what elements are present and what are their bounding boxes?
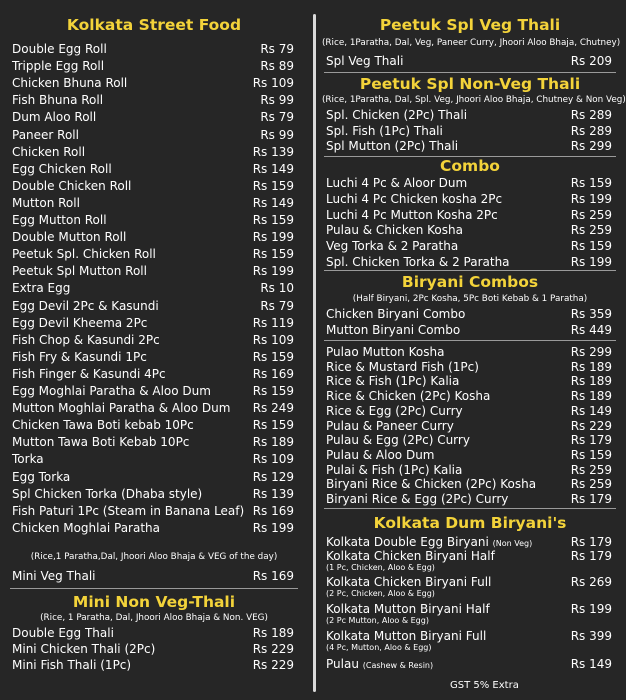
menu-item-name-text: Luchi 4 Pc Chicken kosha 2Pc <box>326 191 503 206</box>
menu-item <box>8 520 300 536</box>
section-title-nonveg-thali: Peetuk Spl Non-Veg Thali <box>359 75 581 93</box>
menu-item <box>8 503 300 519</box>
menu-item-name <box>326 123 443 139</box>
menu-item-price: Rs 249 <box>252 401 294 416</box>
menu-item-price: Rs 179 <box>570 549 612 563</box>
menu-item-name-text: Torka <box>12 452 44 467</box>
menu-item-price: Rs 10 <box>260 281 294 296</box>
menu-item <box>322 548 618 564</box>
menu-item-name <box>12 568 96 584</box>
menu-item <box>8 434 300 450</box>
menu-item-name <box>326 388 490 404</box>
menu-item-name <box>12 315 147 331</box>
menu-item-name-text: Spl. Fish (1Pc) Thali <box>326 123 443 138</box>
menu-item-name <box>12 434 189 450</box>
menu-item <box>322 322 618 338</box>
menu-item-name-text: Egg Moghlai Paratha & Aloo Dum <box>12 384 211 398</box>
menu-item-price: Rs 189 <box>570 374 612 389</box>
menu-item <box>322 191 618 207</box>
menu-item-name <box>12 657 131 673</box>
menu-item-name-text: Mini Veg Thali <box>12 569 96 583</box>
menu-item <box>8 41 300 57</box>
menu-item <box>8 383 300 399</box>
menu-item <box>8 568 300 584</box>
menu-item-name <box>12 263 147 279</box>
menu-item-name <box>326 306 465 322</box>
menu-item-price: Rs 169 <box>252 503 294 518</box>
menu-item <box>322 628 618 644</box>
menu-item-price: Rs 229 <box>252 642 294 656</box>
menu-item <box>322 107 618 123</box>
menu-item-name <box>12 486 202 502</box>
menu-item-name <box>326 175 467 191</box>
menu-item-name-text: Rice & Fish (1Pc) Kalia <box>326 374 460 389</box>
menu-item-name-text: Spl. Chicken (2Pc) Thali <box>326 108 468 122</box>
menu-item-price: Rs 259 <box>570 477 612 492</box>
menu-item-price: Rs 109 <box>252 332 294 347</box>
menu-item-name-text: Kolkata Mutton Biryani Half <box>326 602 490 616</box>
mini-nonveg-note: (Rice, 1 Paratha, Dal, Jhoori Aloo Bhaja & Non. VEG) <box>40 613 268 623</box>
menu-item-detail: (4 Pc, Mutton, Aloo & Egg) <box>326 643 432 652</box>
menu-item-name-text: Egg Chicken Roll <box>12 161 112 176</box>
menu-item-name <box>326 238 458 254</box>
menu-item-price: Rs 159 <box>570 447 612 462</box>
menu-item-name-text: Luchi 4 Pc Mutton Kosha 2Pc <box>326 207 498 222</box>
menu-item-name <box>12 298 159 314</box>
menu-item-name <box>326 491 508 507</box>
menu-item-name <box>12 417 194 433</box>
menu-item <box>8 657 300 673</box>
menu-item-name <box>12 246 156 262</box>
menu-item <box>8 263 300 279</box>
menu-item-name <box>326 359 479 375</box>
menu-item-name-text: Spl Mutton (2Pc) Thali <box>326 139 459 153</box>
menu-item-price: Rs 149 <box>570 403 612 418</box>
menu-item <box>322 53 618 69</box>
menu-item-name-text: Kolkata Chicken Biryani Half <box>326 549 495 563</box>
menu-item-name-text: Extra Egg <box>12 281 71 296</box>
menu-item-price: Rs 149 <box>570 657 612 671</box>
menu-item <box>8 178 300 194</box>
menu-item-price: Rs 159 <box>252 178 294 193</box>
menu-item-name-text: Mutton Roll <box>12 195 80 210</box>
menu-item-name-text: Rice & Mustard Fish (1Pc) <box>326 359 479 374</box>
menu-item <box>8 229 300 245</box>
menu-item <box>8 625 300 641</box>
menu-item-price: Rs 149 <box>252 195 294 210</box>
menu-item <box>322 447 618 463</box>
nonveg-thali-note: (Rice, 1Paratha, Dal, Spl. Veg, Jhoori Aloo Bhaja, Chutney & Non Veg) <box>322 95 626 105</box>
menu-item-price: Rs 79 <box>260 110 294 125</box>
menu-item <box>8 58 300 74</box>
menu-item-name <box>12 280 70 296</box>
menu-item <box>8 298 300 314</box>
menu-item-name-text: Double Mutton Roll <box>12 230 127 245</box>
menu-item-price: Rs 109 <box>252 76 294 91</box>
menu-item-name-text: Egg Mutton Roll <box>12 213 107 227</box>
menu-item-price: Rs 269 <box>570 575 612 589</box>
section-divider <box>324 270 616 271</box>
menu-item-name-text: Pulau & Paneer Curry <box>326 418 454 433</box>
menu-item-name <box>12 75 127 91</box>
menu-item-tag: (Non Veg) <box>492 539 533 548</box>
menu-item-price: Rs 199 <box>570 191 612 206</box>
section-title-dum-biryani: Kolkata Dum Biryani's <box>373 514 567 532</box>
menu-item-name-text: Mini Fish Thali (1Pc) <box>12 658 132 672</box>
menu-item-name-text: Peetuk Spl. Chicken Roll <box>12 247 156 262</box>
section-divider <box>324 72 616 73</box>
menu-item-name-text: Egg Torka <box>12 469 71 484</box>
menu-item <box>322 462 618 478</box>
menu-item-name <box>12 625 114 641</box>
menu-item <box>322 138 618 154</box>
menu-item-price: Rs 229 <box>570 418 612 433</box>
menu-item <box>322 344 618 360</box>
column-divider <box>313 14 316 692</box>
menu-item <box>8 212 300 228</box>
menu-item <box>322 432 618 448</box>
menu-item-price: Rs 129 <box>252 469 294 484</box>
menu-item-price: Rs 99 <box>260 127 294 142</box>
menu-item <box>322 238 618 254</box>
menu-item-price: Rs 289 <box>570 108 612 122</box>
menu-item <box>322 359 618 375</box>
menu-item-price: Rs 209 <box>570 54 612 68</box>
menu-item-name-text: Chicken Moghlai Paratha <box>12 520 160 535</box>
menu-item <box>8 469 300 485</box>
veg-thali-note: (Rice, 1Paratha, Dal, Veg, Paneer Curry, Jhoori Aloo Bhaja, Chutney) <box>322 38 621 48</box>
menu-item-name <box>12 178 131 194</box>
menu-item-name <box>326 403 463 419</box>
menu-item <box>322 656 618 672</box>
menu-item-name-text: Kolkata Double Egg Biryani <box>326 535 489 549</box>
menu-item-name <box>12 451 44 467</box>
menu-item-name-text: Mutton Tawa Boti Kebab 10Pc <box>12 435 190 450</box>
menu-item-name <box>326 447 435 463</box>
menu-item <box>8 195 300 211</box>
menu-item-name <box>12 503 244 519</box>
menu-item-price: Rs 359 <box>570 307 612 321</box>
menu-item <box>8 92 300 108</box>
menu-item-name-text: Pulau & Chicken Kosha <box>326 223 463 238</box>
menu-item-detail: (1 Pc, Chicken, Aloo & Egg) <box>326 563 435 572</box>
menu-item-tag: (Cashew & Resin) <box>362 661 434 670</box>
menu-item-name <box>326 418 454 434</box>
menu-item-price: Rs 189 <box>252 626 294 640</box>
mini-veg-note: (Rice,1 Paratha,Dal, Jhoori Aloo Bhaja & VEG of the day) <box>30 552 278 562</box>
menu-item-name <box>12 469 70 485</box>
menu-item-name-text: Peetuk Spl Mutton Roll <box>12 264 147 279</box>
menu-item-price: Rs 99 <box>260 93 294 108</box>
menu-item-name-text: Spl Chicken Torka (Dhaba style) <box>12 486 203 501</box>
menu-item-price: Rs 189 <box>570 359 612 374</box>
menu-item-price: Rs 169 <box>252 569 294 583</box>
menu-item <box>322 222 618 238</box>
menu-item-name-text: Pulau & Egg (2Pc) Curry <box>326 433 470 448</box>
menu-item-name <box>12 212 107 228</box>
menu-item-name <box>12 400 230 416</box>
menu-item-name <box>326 191 502 207</box>
menu-item-price: Rs 159 <box>570 176 612 190</box>
menu-item <box>322 491 618 507</box>
menu-item-price: Rs 159 <box>252 418 294 433</box>
menu-item <box>8 332 300 348</box>
menu-item <box>8 417 300 433</box>
menu-item-price: Rs 199 <box>252 520 294 535</box>
menu-item-name-text: Chicken Bhuna Roll <box>12 76 128 91</box>
menu-item-price: Rs 199 <box>570 255 612 269</box>
menu-item-name <box>326 373 459 389</box>
menu-item <box>8 144 300 160</box>
menu-item-name-text: Pulai & Fish (1Pc) Kalia <box>326 462 463 477</box>
menu-item <box>8 641 300 657</box>
menu-item-price: Rs 259 <box>570 462 612 477</box>
menu-item-name <box>12 366 166 382</box>
menu-item-price: Rs 199 <box>252 264 294 279</box>
section-title-combo: Combo <box>440 157 500 175</box>
menu-item-name-text: Rice & Chicken (2Pc) Kosha <box>326 389 491 404</box>
menu-item-detail: (2 Pc, Chicken, Aloo & Egg) <box>326 589 435 598</box>
menu-item-price: Rs 89 <box>260 59 294 74</box>
menu-item-name-text: Egg Devil 2Pc & Kasundi <box>12 298 159 313</box>
menu-item <box>8 246 300 262</box>
menu-item <box>322 476 618 492</box>
menu-item <box>322 306 618 322</box>
menu-item <box>322 601 618 617</box>
menu-item <box>8 366 300 382</box>
menu-item-name <box>12 520 160 536</box>
menu-item-name-text: Egg Devil Kheema 2Pc <box>12 315 148 330</box>
menu-item-name <box>12 92 103 108</box>
menu-item-price: Rs 179 <box>570 535 612 549</box>
menu-item <box>8 400 300 416</box>
menu-item-price: Rs 189 <box>252 435 294 450</box>
menu-item-name-text: Pulau <box>326 657 359 671</box>
menu-item-name-text: Fish Paturi 1Pc (Steam in Banana Leaf) <box>12 503 245 518</box>
menu-item-name-text: Fish Bhuna Roll <box>12 93 104 108</box>
menu-item-price: Rs 299 <box>570 345 612 359</box>
menu-item <box>322 175 618 191</box>
menu-item-name <box>326 476 536 492</box>
section-title-kolkata-street-food: Kolkata Street Food <box>66 16 242 34</box>
menu-item-price: Rs 299 <box>570 139 612 153</box>
menu-item <box>8 349 300 365</box>
menu-item-price: Rs 169 <box>252 366 294 381</box>
menu-item <box>8 315 300 331</box>
menu-item <box>8 127 300 143</box>
menu-item-name <box>12 58 104 74</box>
menu-item-name-text: Luchi 4 Pc & Aloor Dum <box>326 176 468 190</box>
menu-item-price: Rs 179 <box>570 492 612 506</box>
menu-item-name-text: Double Chicken Roll <box>12 178 132 193</box>
menu-item-name <box>12 641 155 657</box>
menu-item-price: Rs 189 <box>570 389 612 404</box>
menu-item-price: Rs 159 <box>570 239 612 254</box>
menu-item-name-text: Paneer Roll <box>12 127 79 142</box>
menu-item-name-text: Dum Aloo Roll <box>12 110 97 125</box>
menu-item-name-text: Fish Finger & Kasundi 4Pc <box>12 366 166 381</box>
menu-item-name <box>12 229 126 245</box>
menu-item-name <box>12 144 85 160</box>
menu-item-name <box>326 222 463 238</box>
menu-item-name-text: Fish Fry & Kasundi 1Pc <box>12 349 147 364</box>
menu-item-name-text: Chicken Roll <box>12 144 86 159</box>
menu-item <box>8 280 300 296</box>
menu-item-name <box>326 53 403 69</box>
gst-note: GST 5% Extra <box>450 680 519 691</box>
menu-item-name-text: Double Egg Roll <box>12 42 107 56</box>
menu-item-name-text: Rice & Egg (2Pc) Curry <box>326 403 463 418</box>
menu-item <box>322 207 618 223</box>
menu-item-name <box>326 138 458 154</box>
section-divider <box>324 508 616 509</box>
menu-item-name-text: Pulau & Aloo Dum <box>326 447 435 462</box>
menu-item <box>322 254 618 270</box>
menu-item-price: Rs 289 <box>570 123 612 138</box>
menu-item-name-text: Double Egg Thali <box>12 626 114 640</box>
menu-item-price: Rs 259 <box>570 223 612 238</box>
section-title-veg-thali: Peetuk Spl Veg Thali <box>379 16 561 34</box>
menu-item <box>8 75 300 91</box>
menu-item <box>322 373 618 389</box>
menu-item-name-text: Fish Chop & Kasundi 2Pc <box>12 332 160 347</box>
menu-item-name <box>12 109 96 125</box>
menu-item-name <box>12 127 79 143</box>
menu-item-name <box>326 656 433 674</box>
menu-item-price: Rs 159 <box>252 384 294 398</box>
section-divider <box>324 340 616 341</box>
menu-item-name-text: Kolkata Chicken Biryani Full <box>326 575 492 589</box>
menu-item-price: Rs 199 <box>570 602 612 616</box>
section-divider <box>10 588 298 589</box>
menu-item-name-text: Mini Chicken Thali (2Pc) <box>12 642 156 656</box>
menu-item-price: Rs 199 <box>252 230 294 245</box>
menu-item <box>322 403 618 419</box>
menu-item <box>8 161 300 177</box>
menu-item-name <box>12 332 160 348</box>
menu-item <box>8 486 300 502</box>
menu-item-name-text: Biryani Rice & Egg (2Pc) Curry <box>326 492 509 506</box>
menu-item-price: Rs 79 <box>260 298 294 313</box>
section-title-biryani-combos: Biryani Combos <box>401 273 539 291</box>
menu-item-name-text: Mutton Moghlai Paratha & Aloo Dum <box>12 401 231 416</box>
menu-item-name <box>12 383 211 399</box>
section-title-mini-non-veg-thali: Mini Non Veg-Thali <box>72 593 236 611</box>
menu-item-name <box>326 207 498 223</box>
menu-item-name-text: Tripple Egg Roll <box>12 59 105 74</box>
menu-item-name-text: Spl Veg Thali <box>326 54 404 68</box>
menu-item-name-text: Veg Torka & 2 Paratha <box>326 239 459 254</box>
menu-item-name-text: Mutton Biryani Combo <box>326 323 461 337</box>
menu-item-price: Rs 159 <box>252 349 294 364</box>
menu-item-price: Rs 139 <box>252 486 294 501</box>
menu-item-name <box>326 462 462 478</box>
menu-item-name <box>326 344 444 360</box>
menu-item-price: Rs 79 <box>260 42 294 56</box>
menu-item-price: Rs 259 <box>570 207 612 222</box>
menu-item-name <box>326 254 510 270</box>
menu-item-name <box>326 107 467 123</box>
menu-item <box>322 418 618 434</box>
menu-item-price: Rs 449 <box>570 323 612 337</box>
menu-item <box>322 388 618 404</box>
menu-item-name-text: Chicken Biryani Combo <box>326 307 466 321</box>
menu-item <box>322 574 618 590</box>
menu-item-price: Rs 399 <box>570 629 612 643</box>
menu-item-price: Rs 139 <box>252 144 294 159</box>
menu-item <box>322 123 618 139</box>
menu-item-price: Rs 159 <box>252 247 294 262</box>
menu-item-price: Rs 119 <box>252 315 294 330</box>
menu-item-name <box>12 41 107 57</box>
menu-item <box>8 451 300 467</box>
menu-item-name <box>326 322 460 338</box>
menu-item-name <box>12 195 80 211</box>
menu-item-price: Rs 229 <box>252 658 294 672</box>
menu-item-name-text: Biryani Rice & Chicken (2Pc) Kosha <box>326 477 537 492</box>
menu-item-name-text: Pulao Mutton Kosha <box>326 345 445 359</box>
menu-item-name-text: Chicken Tawa Boti kebab 10Pc <box>12 418 194 433</box>
menu-item-name <box>12 349 147 365</box>
menu-item-detail: (2 Pc Mutton, Aloo & Egg) <box>326 616 429 625</box>
biryani-combos-note: (Half Biryani, 2Pc Kosha, 5Pc Boti Kebab & 1 Paratha) <box>352 294 588 304</box>
menu-item-name <box>326 432 470 448</box>
menu-item <box>8 109 300 125</box>
menu-item-price: Rs 149 <box>252 161 294 176</box>
menu-item-price: Rs 179 <box>570 433 612 448</box>
menu-item-price: Rs 159 <box>252 213 294 227</box>
menu-item-price: Rs 109 <box>252 452 294 467</box>
menu-item-name-text: Spl. Chicken Torka & 2 Paratha <box>326 255 510 269</box>
menu-item-name-text: Kolkata Mutton Biryani Full <box>326 629 487 643</box>
menu-item-name <box>12 161 112 177</box>
